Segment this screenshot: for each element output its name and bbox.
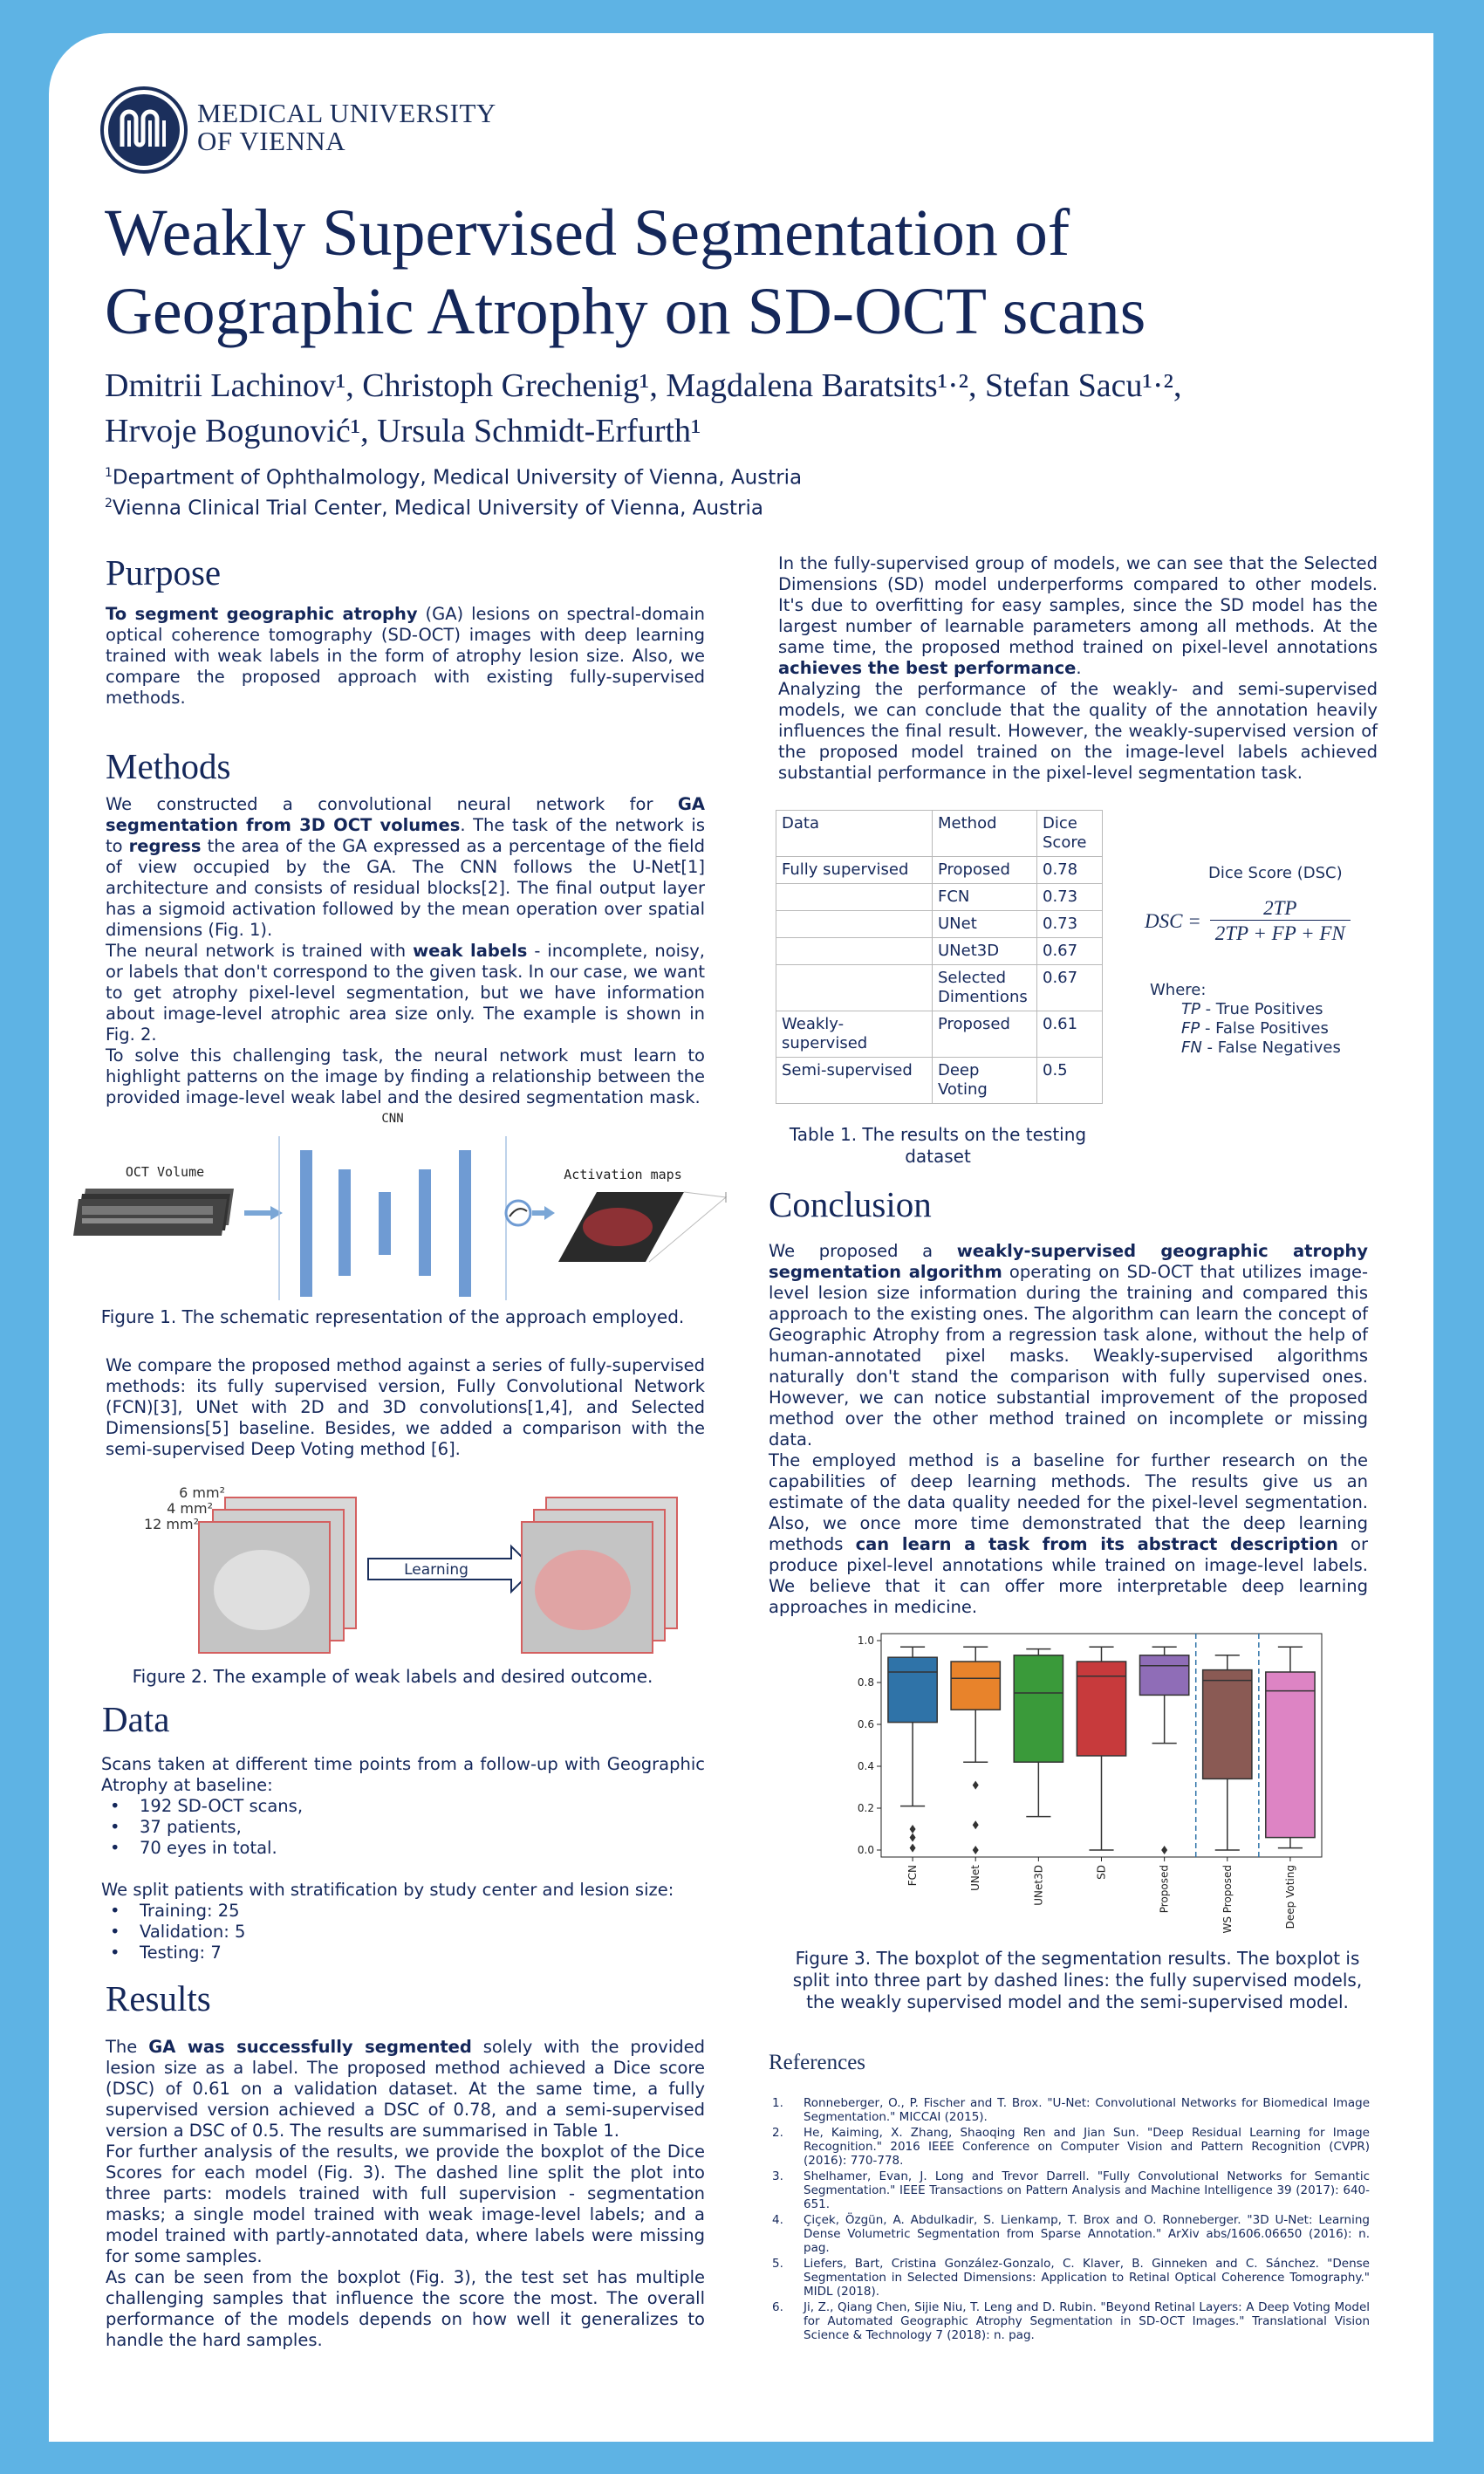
outlier-point xyxy=(973,1781,979,1790)
oct-volume-stack xyxy=(73,1189,234,1236)
table-header: Dice Score xyxy=(1037,811,1103,857)
x-tick-label: UNet xyxy=(969,1865,982,1891)
y-tick-label: 0.0 xyxy=(857,1844,874,1856)
box-fcn xyxy=(888,1657,937,1722)
y-tick-label: 0.2 xyxy=(857,1802,874,1814)
figure-2-weak-labels xyxy=(131,1482,689,1665)
x-tick-label: SD xyxy=(1095,1865,1108,1880)
table-row: UNet 0.73 xyxy=(776,911,1103,938)
table-row: UNet3D 0.67 xyxy=(776,938,1103,965)
box-unet3d xyxy=(1014,1655,1063,1762)
reference-item: 5. Liefers, Bart, Cristina González-Gonzalo, C. Klaver, B. Ginneken and C. Sánchez. "Dense Segmentation in Selected Dimensions: Application to Retinal Optical Coherence Tomography." MIDL (2018). xyxy=(772,2257,1370,2299)
y-tick-label: 0.8 xyxy=(857,1676,874,1689)
y-tick-label: 1.0 xyxy=(857,1634,874,1647)
figure-2-caption: Figure 2. The example of weak labels and desired outcome. xyxy=(132,1666,653,1687)
fig2-label-12: 12 mm² xyxy=(143,1516,199,1532)
y-tick-label: 0.6 xyxy=(857,1718,874,1730)
box-proposed xyxy=(1140,1655,1189,1696)
methods-text: We constructed a convolutional neural network for GA segmentation from 3D OCT volumes. The task of the network is to regress the area of the GA expressed as a percentage of the field of view occupied by the GA. The CNN follows the U-Net[1] architecture and consists of residual blocks[2]. The final output layer has a sigmoid activation followed by the mean operation over spatial dimensions (Fig. 1). The neural network is trained with weak labels - incomplete, noisy, or labels that don't correspond to the given task. In our case, we want to get atrophy pixel-level segmentation, but we have information about image-level atrophic area size only. The example is shown in Fig. 2. To solve this challenging task, the neural network must learn to highlight patterns on the image by finding a relationship between the provided image-level weak label and the desired segmentation mask. xyxy=(106,794,705,1107)
figure-1-schematic xyxy=(73,1108,736,1305)
dice-formula xyxy=(1145,897,1351,945)
fig1-cnn-label: CNN xyxy=(381,1112,404,1126)
affiliation-2: $^2$Vienna Clinical Trial Center, Medical University of Vienna, Austria xyxy=(105,496,763,520)
x-tick-label: WS Proposed xyxy=(1221,1865,1234,1934)
data-list-item: • Testing: 7 xyxy=(110,1943,705,1963)
box-deep-voting xyxy=(1266,1672,1315,1838)
fig2-learning-label: Learning xyxy=(404,1561,468,1579)
title-line1: Weakly Supervised Segmentation of xyxy=(105,196,1070,270)
outlier-point xyxy=(973,1846,979,1854)
reference-item: 6. Ji, Z., Qiang Chen, Sijie Niu, T. Leng and D. Rubin. "Beyond Retinal Layers: A Deep Voting Model for Automated Geographic Atrophy Segmentation in SD-OCT Images." Translational Vision Science & Technology 7 (2018): n. pag. xyxy=(772,2300,1370,2342)
table-row: Weakly-supervised Proposed 0.61 xyxy=(776,1011,1103,1058)
table-row: FCN 0.73 xyxy=(776,884,1103,911)
references-heading: References xyxy=(769,2051,866,2074)
data-list-2 xyxy=(101,1901,705,1963)
affiliations xyxy=(105,461,802,521)
data-text: Scans taken at different time points from a follow-up with Geographic Atrophy at baseline: • 192 SD-OCT scans, • 37 patients, • 70 eyes in total. We split patients with stratification by study center and lesion size: • Training: 25 • Validation: 5 • Testing: 7 xyxy=(101,1754,705,1963)
x-tick-label: FCN xyxy=(906,1865,920,1887)
figure-1-caption: Figure 1. The schematic representation of the approach employed. xyxy=(100,1306,685,1327)
table-row: Selected Dimentions 0.67 xyxy=(776,965,1103,1011)
data-list-1 xyxy=(101,1796,705,1859)
purpose-text: To segment geographic atrophy (GA) lesions on spectral-domain optical coherence tomography (SD-OCT) images with deep learning trained with weak labels in the form of atrophy lesion size. Also, we compare the proposed approach with existing fully-supervised methods. xyxy=(106,604,705,708)
data-heading: Data xyxy=(102,1699,170,1739)
dice-lhs: DSC = xyxy=(1145,909,1201,932)
fig2-label-4: 4 mm² xyxy=(167,1500,213,1517)
methods-compare-text: We compare the proposed method against a series of fully-supervised methods: its fully supervised version, Fully Convolutional Network (FCN)[3], UNet with 2D and 3D convolutions[1,4], and Selected Dimensions[5] baseline. Besides, we added a comparison with the semi-supervised Deep Voting method [6]. xyxy=(106,1355,705,1459)
figure-3-caption: Figure 3. The boxplot of the segmentation results. The boxplot is split into three part by dashed lines: the fully supervised models, the weakly supervised model and the semi-supervised model. xyxy=(792,1948,1363,2012)
logo-text xyxy=(197,99,496,155)
affiliation-1: $^1$Department of Ophthalmology, Medical University of Vienna, Austria xyxy=(105,466,803,490)
data-list-item: • Training: 25 xyxy=(110,1901,705,1922)
dice-title: Dice Score (DSC) xyxy=(1208,864,1343,882)
table-row: Fully supervised Proposed 0.78 xyxy=(776,857,1103,884)
conclusion-heading: Conclusion xyxy=(769,1184,932,1224)
dice-numerator: 2TP xyxy=(1263,897,1297,919)
box-unet xyxy=(951,1662,1000,1710)
outlier-point xyxy=(910,1825,916,1833)
poster-title xyxy=(105,194,1370,351)
results-discussion-text: In the fully-supervised group of models, we can see that the Selected Dimensions (SD) model underperforms compared to other models. It's due to overfitting for easy samples, since the SD model has the largest number of learnable parameters among all methods. At the same time, the proposed method trained on pixel-level annotations achieves the best performance. Analyzing the performance of the weakly- and semi-supervised models, we can conclude that the quality of the annotation heavily influences the final result. However, the weakly-supervised version of the proposed model trained on the image-level labels achieved substantial performance in the pixel-level segmentation task. xyxy=(778,553,1378,783)
outlier-point xyxy=(1161,1846,1167,1854)
data-list-item: • 37 patients, xyxy=(110,1817,705,1838)
logo-line2: OF VIENNA xyxy=(197,126,346,156)
conclusion-text: We proposed a weakly-supervised geographic atrophy segmentation algorithm operating on SD-OCT that utilizes image-level lesion size information during the training and compared this approach to the existing ones. The algorithm can learn the concept of Geographic Atrophy from a regression task alone, without the help of human-annotated pixel masks. Weakly-supervised algorithms naturally don't stand the comparison with fully supervised ones. However, we can notice substantial improvement of the proposed method over the other method trained on incomplete or missing data. The employed method is a baseline for further research on the capabilities of deep learning methods. The results give us an estimate of the data quality needed for the pixel-level segmentation. Also, we once more time demonstrated that the deep learning methods can learn a task from its abstract description or produce pixel-level annotations while trained on image-level labels. We believe that it can offer more interpretable deep learning approaches in medicine. xyxy=(769,1241,1369,1617)
authors-line1: Dmitrii Lachinov¹, Christoph Grechenig¹, Magdalena Baratsits¹·², Stefan Sacu¹·², xyxy=(105,367,1182,404)
fig1-oct-label: OCT Volume xyxy=(125,1164,205,1180)
dice-legend: Where: TP - True Positives FP - False Positives FN - False Negatives xyxy=(1150,981,1341,1057)
table-header: Method xyxy=(933,811,1037,857)
table-caption: Table 1. The results on the testing dataset xyxy=(789,1124,1087,1167)
logo-line1: MEDICAL UNIVERSITY xyxy=(197,98,496,128)
results-text: The GA was successfully segmented solely with the provided lesion size as a label. The proposed method achieved a Dice score (DSC) of 0.61 on a validation dataset. At the same time, a fully supervised version achieved a DSC of 0.78, and a semi-supervised version a DSC of 0.5. The results are summarised in Table 1. For further analysis of the results, we provide the boxplot of the Dice Scores for each model (Fig. 3). The dashed line split the plot into three parts: models trained with full supervision - segmentation masks; a single model trained with weak image-level labels; and a model trained with partly-annotated data, where labels were missing for some samples. As can be seen from the boxplot (Fig. 3), the test set has multiple challenging samples that influence the score the most. The overall performance of the models depends on how well it generalizes to handle the hard samples. xyxy=(106,2037,705,2350)
x-tick-label: UNet3D xyxy=(1032,1865,1045,1906)
table-row: Semi-supervised Deep Voting 0.5 xyxy=(776,1058,1103,1104)
references-list xyxy=(772,2096,1370,2344)
outlier-point xyxy=(910,1833,916,1842)
reference-item: 4. Çiçek, Özgün, A. Abdulkadir, S. Lienkamp, T. Brox and O. Ronneberger. "3D U-Net: Learning Dense Volumetric Segmentation from Sparse Annotation." ArXiv abs/1606.06650 (2016): n. pag. xyxy=(772,2213,1370,2255)
figure-3-boxplot xyxy=(842,1623,1330,1959)
university-logo-icon xyxy=(99,86,188,175)
dice-denominator: 2TP + FP + FN xyxy=(1210,920,1351,945)
title-line2: Geographic Atrophy on SD-OCT scans xyxy=(105,275,1146,348)
reference-item: 1. Ronneberger, O., P. Fischer and T. Brox. "U-Net: Convolutional Networks for Biomedical Image Segmentation." MICCAI (2015). xyxy=(772,2096,1370,2124)
results-table xyxy=(776,810,1103,1104)
data-list-item: • Validation: 5 xyxy=(110,1922,705,1943)
methods-heading: Methods xyxy=(106,746,231,786)
data-list-item: • 70 eyes in total. xyxy=(110,1838,705,1859)
table-header: Data xyxy=(776,811,933,857)
fig2-label-6: 6 mm² xyxy=(179,1484,225,1501)
outlier-point xyxy=(973,1820,979,1829)
fig1-act-label: Activation maps xyxy=(564,1167,682,1182)
outlier-point xyxy=(910,1844,916,1853)
x-tick-label: Proposed xyxy=(1158,1865,1171,1914)
box-ws-proposed xyxy=(1203,1670,1252,1779)
reference-item: 2. He, Kaiming, X. Zhang, Shaoqing Ren and Jian Sun. "Deep Residual Learning for Image Recognition." 2016 IEEE Conference on Computer Vision and Pattern Recognition (CVPR) (2016): 770-778. xyxy=(772,2126,1370,2168)
table-header-row xyxy=(776,811,1103,857)
reference-item: 3. Shelhamer, Evan, J. Long and Trevor Darrell. "Fully Convolutional Networks for Semantic Segmentation." IEEE Transactions on Pattern Analysis and Machine Intelligence 39 (2017): 640-651. xyxy=(772,2169,1370,2211)
data-list-item: • 192 SD-OCT scans, xyxy=(110,1796,705,1817)
x-tick-label: Deep Voting xyxy=(1283,1865,1296,1929)
purpose-heading: Purpose xyxy=(106,552,222,593)
y-tick-label: 0.4 xyxy=(857,1760,874,1772)
authors-line2: Hrvoje Bogunović¹, Ursula Schmidt-Erfurth¹ xyxy=(105,413,701,449)
results-heading: Results xyxy=(106,1978,211,2018)
authors xyxy=(105,363,1396,454)
